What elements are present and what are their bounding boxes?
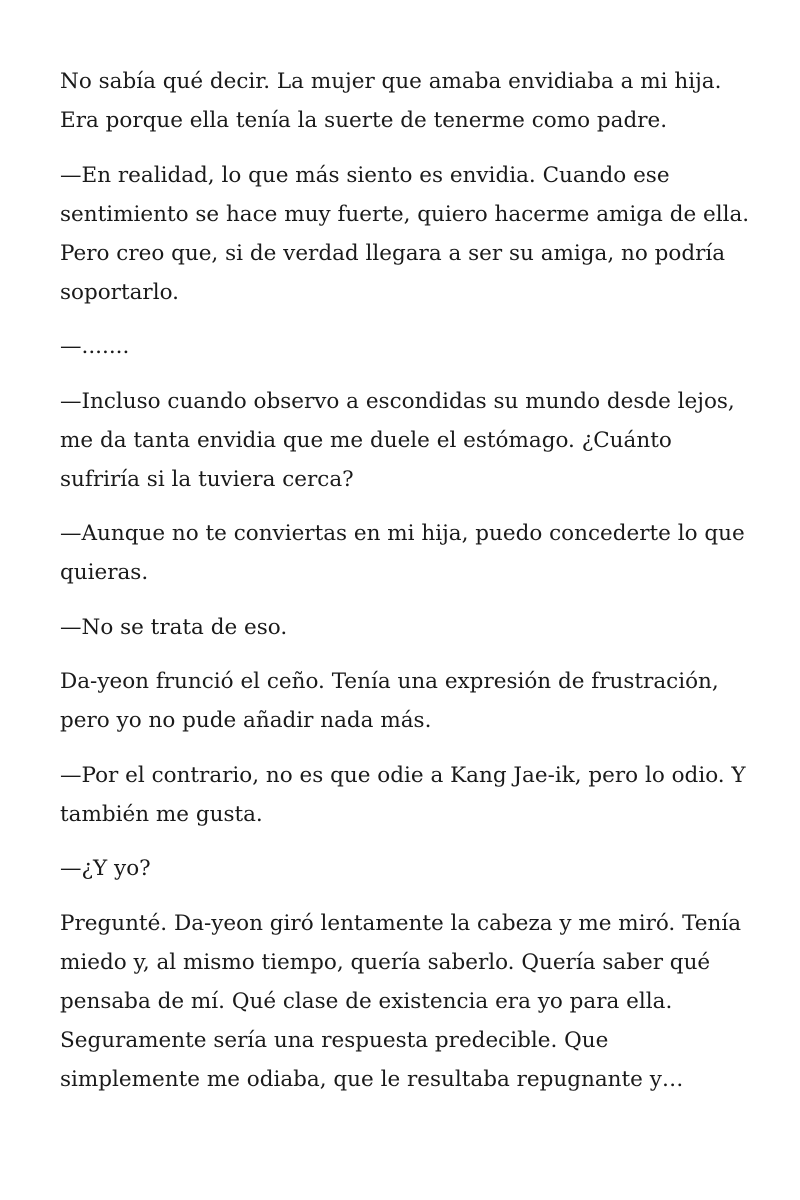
paragraph-7: Da-yeon frunció el ceño. Tenía una expresión de frustración, pero yo no pude añadir nada más. (60, 669, 719, 733)
paragraph-6: —No se trata de eso. (60, 614, 288, 640)
paragraph-10: Pregunté. Da-yeon giró lentamente la cabeza y me miró. Tenía miedo y, al mismo tiempo, quería saberlo. Quería saber qué pensaba de mí. Qué clase de existencia era yo para ella. Seguramente sería una respuesta predecible. Que simplemente me odiaba, que le resultaba repugnante y… (60, 910, 742, 1092)
paragraph-4: —Incluso cuando observo a escondidas su mundo desde lejos, me da tanta envidia que me duele el estómago. ¿Cuánto sufriría si la tuviera cerca? (60, 388, 735, 492)
paragraph-1: No sabía qué decir. La mujer que amaba envidiaba a mi hija. Era porque ella tenía la suerte de tenerme como padre. (60, 69, 722, 133)
paragraph-2: —En realidad, lo que más siento es envidia. Cuando ese sentimiento se hace muy fuerte, quiero hacerme amiga de ella. Pero creo que, si de verdad llegara a ser su amiga, no podría soportarlo. (60, 162, 750, 305)
paragraph-5: —Aunque no te conviertas en mi hija, puedo concederte lo que quieras. (60, 521, 745, 585)
document-page (60, 62, 750, 1114)
paragraph-9: —¿Y yo? (60, 856, 151, 881)
paragraph-8: —Por el contrario, no es que odie a Kang Jae-ik, pero lo odio. Y también me gusta. (60, 762, 746, 827)
paragraph-3: —....... (60, 334, 130, 359)
